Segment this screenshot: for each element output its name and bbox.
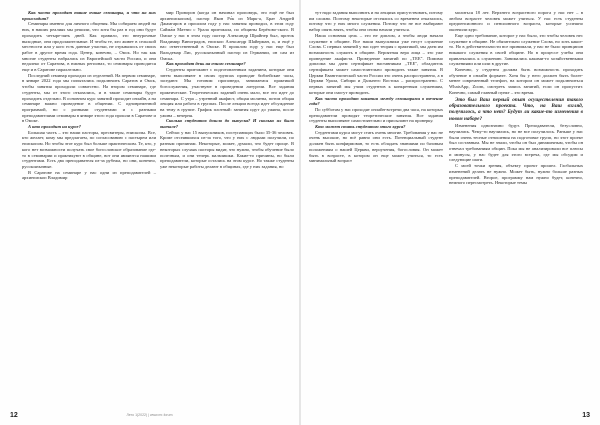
answer-paragraph: Большая часть – это наши пасторы, пресвитеры, епископы. Все, кто желает, кому мы предлагаем, по согласованию с пастырем или епископом. Но чтобы этот курс был больше практическим. Те, кто, у кого нет возможности получать свое богословское образование где-то в семинарии и практикуют в общине, вот они являются нашими студентами. Есть два преподавателя из-за рубежа, но они, конечно, русскоязычные. xyxy=(22,129,156,169)
answer-paragraph: Конечно, у студента должна быть возможность проходить обучение в онлайн формате. Хотя бы у него должен быть более-менее современный телефон, на котором он может подключиться WhatsApp, Zoom, смотреть запись занятий, если он пропустит. Конечно, самый главный пункт – это время. xyxy=(449,67,583,95)
question-heading: А кто проходит на курсе? xyxy=(28,124,81,130)
question-heading: Это был Ваш первый опыт осуществления такого образовательного проекта. Что, на Ваш взгляд, получилось, а что нет? Будут ли какие-то изменения в новом наборе? xyxy=(449,96,583,122)
question-heading: Как проходят день на очном семинаре? xyxy=(166,61,246,67)
answer-paragraph: Студентами курса могут стать очень многие. Требования у нас не очень высокие, но всё равно они есть. Потенциальный студент должен быть конфирмован, то есть обладать знаниями по базовым положениям о нашей Церкви, вероучения, богословия. Он может быть в возрасте, в котором он еще может учиться, то есть минимальный возраст xyxy=(309,129,443,164)
answer-paragraph: Наша основная цель – это не диплом, а чтобы люди начали служение в общине. Все наши выпускники уже несут служение Слова. С первых занятий у нас идет теория с практикой, мы даем им возможность служить в общине. Вероятная вера лица – это уже проведение акафиста. Проведение занятий по ,,ТЕЕ". Помимо диплома мы даем сертификат наставникам ,,ТЕЕ", обладатель сертификата может самостоятельно проводить такие занятия. В Церкви Евангелической части России это очень распространено, а в Церкви Урала, Сибири и Дальнего Востока – распространено. С первых занятий мы учим студентов к конкретным служениям, которые они смогут проводить. xyxy=(309,32,443,95)
left-column-2 xyxy=(160,10,294,170)
page-number-left: 12 xyxy=(10,412,18,419)
answer-paragraph: Сейчас у нас 15 выпускников, поступающих было 35-36 человек. Кроме отсеявшихся из-за того, что у них с людьми получили, по разным причинам. Некоторые, может, думали, что будет проще. В некоторых случаях пасторы видят, что нужно, чтобы обучение было полезным, и они теперь мальчишки. Какие-то причины, но были преподаватели, которые остались на этом курсе. Но также студенты уже некоторые работы делают в общинах, где у них задания, но xyxy=(160,129,294,169)
question-heading: Как часто проходят занятия между семинарами в течение года? xyxy=(309,95,443,107)
page-footer: Лето 1(2022) | www.mr-forum xyxy=(126,413,173,417)
right-column-2 xyxy=(449,10,583,186)
left-page xyxy=(0,0,299,425)
answer-paragraph: Студенты приезжают с подготовленным заданием, которые они затем выполняют в своих группах проводят библейские часы, заседают. Мы готовим проповеди, занимаемся практикой богослужения, участвуют в проведении литургии. Все задания практические. Теоретических заданий очень мало, все это идет до семинара. С утра – утренний акафист, общая молитва, потом общая лекция или работа в группах. После лекции всегда идет обсуждение на тему в группе. График плотный: занятия идут до ужина, после ужина – вечерня. xyxy=(160,67,294,118)
answer-paragraph: Последний семинар проходил из отделений. На первом семинаре, в январе 2022 года мы попытались подключить Саратов и Омск, чтобы занятия проходили совместно. На втором семинаре, где студенты, мы от этого отказались, и в такие семинары будут проходить отдельно. В основном курс занятий проходит онлайн, а на семинаре важно проведение в общении. С одновременной программой, но с разными студентами и с разными преподавателями семинары в январе этого года прошли в Саратове и в Омске. xyxy=(22,72,156,124)
answer-paragraph: По субботам у нас проходят онлайн-встречи два часа, на которых преподаватели проводят теоретические занятия. Все задания студенты выполняют самостоятельно и присылают на проверку. xyxy=(309,106,443,124)
answer-paragraph: мир Проворов (когда он начинал проповедь, это ещё не был архиепископом), пастор Яков Ро́к из Марк-а, Брат Андрей Джамгаров и прошлом году у нас занятия проводил, в этом году Сайма́м Маттис с Урала приезжала, по общины Берёзово-ского. В Омске у нас в этом году пастор Александр Шрайнер был, проток Владимир Виноградов, епископ Александр Шайерман, и, и ещё у нас ответственный в Омске. В прошлом году у нас еще был Вальдемар Лис, русскоязычный пастор из Германии, он сам из Омска. xyxy=(160,10,294,61)
answer-paragraph: Изменения однозначно будут. Преподаватели, безусловно, научились. Чему-то научились, но не все получилось. Раньше у нас были очень тесные отношения на подготовке групп, но этот проект был составным. Мы не знали, чтобы он был динамичным, чтобы он отвечал требованиям общин. Пока мы не анализировали все плюсы и минусы, у нас будет для этого встреча, где мы обсудим и следующие шаги. xyxy=(449,123,583,163)
question-heading: Как часто проходят такие очные семинары, и что на них происходит? xyxy=(22,10,156,21)
right-page xyxy=(301,0,600,425)
answer-paragraph: Семинары именно для личного общения. Мы собираем людей на них, в наших реалиях мы решили, что хотя бы раз в год они будут проходить четыре-пять дней. Как правило, это внеурочные выходные, они продолжительные. И чтобы те, кто живет в сельской местности или у кого есть данные участки, не отрывались от своих работ в другое время года. Центр, конечно, – Омск. Но так как многие студенты набрались из Европейской части России, и они недалеко от Саратова, в южных регионах, то семинары проводятся еще и в Саратове параллельно. xyxy=(22,21,156,73)
left-column-1 xyxy=(22,10,156,181)
answer-paragraph: молиться 18 лет. Верхнего возрастного порога у нас нет – в любом возрасте человек может учиться. У нас есть студенты предпенсионного и пенсионного возраста, которые успешно окончили курс. xyxy=(449,10,583,33)
question-heading: Кто может стать студентом этого курса? xyxy=(315,124,406,130)
answer-paragraph: С моей точки зрения, объекту проект прошел. Глобальных изменений делать не нужно. Может быть, нужно больше разных преподавателей. Второе, программу нам нужно будет, конечно, немного пересмотреть. Некоторые темы xyxy=(449,163,583,186)
answer-paragraph: В Саратове на семинаре у нас одни из преподавателей – архиепископ Владимир xyxy=(22,169,156,181)
right-column-1 xyxy=(309,10,443,164)
page-number-right: 13 xyxy=(582,412,590,419)
question-heading: Сколько студентов дошло до выпуска? И сколько их было вначале? xyxy=(160,118,294,130)
answer-paragraph: Еще одно требование, которое у нас было, это чтобы человек нес служение в общине. Не обязательно служение Слова, но хоть какое-то. Но в действительности все принимали, у нас не было принципов никакого служения в своей общине. Но в процессе учебы они привлекались к служению. Занимались какими-то хозяйственными служениями или шли в другие. xyxy=(449,32,583,67)
answer-paragraph: тут надо задания выполнить и на лекциях присутствовать, потому им сложно. Поэтому некоторые отсеялись со временем отказались, потому что у них много служения. Потому что не все выбирают набор опять взять, чтобы они снова начали учиться. xyxy=(309,10,443,33)
